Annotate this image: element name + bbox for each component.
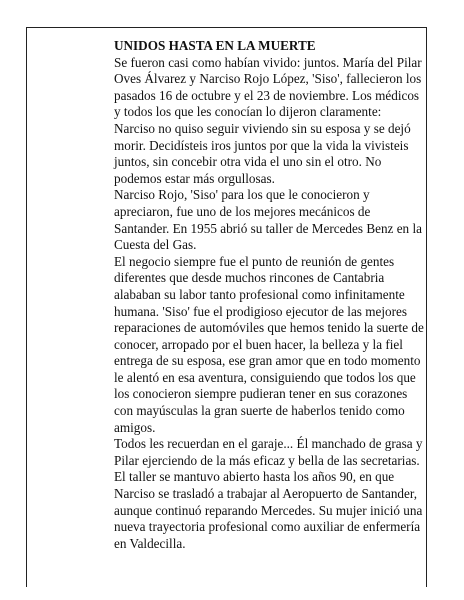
article-body [114,38,424,552]
article-title: UNIDOS HASTA EN LA MUERTE [114,38,316,53]
article-paragraph: El negocio siempre fue el punto de reunión de gentes diferentes que desde muchos rincones de Cantabria alababan su labor tanto profesional como infinitamente humana. 'Siso' fue el prodigioso ejecutor de las mejores reparaciones de automóviles que hemos tenido la suerte de conocer, arropado por el buen hacer, la belleza y la fiel entrega de su esposa, ese gran amor que en todo momento le alentó en esa aventura, consiguiendo que todos los que los conocieron siempre pudieran tener en sus corazones con mayúsculas la gran suerte de haberlos tenido como amigos. [114,253,424,435]
article-paragraph: Narciso Rojo, 'Siso' para los que le conocieron y apreciaron, fue uno de los mejores mecánicos de Santander. En 1955 abrió su taller de Mercedes Benz en la Cuesta del Gas. [114,187,422,253]
article-paragraph: Todos les recuerdan en el garaje... Él manchado de grasa y Pilar ejerciendo de la más eficaz y bella de las secretarias. El taller se mantuvo abierto hasta los años 90, en que Narciso se trasladó a trabajar al Aeropuerto de Santander, aunque continuó reparando Mercedes. Su mujer inició una nueva trayectoria profesional como auxiliar de enfermería en Valdecilla. [114,436,423,551]
article-paragraph: Se fueron casi como habían vivido: juntos. María del Pilar Oves Álvarez y Narciso Rojo López, 'Siso', fallecieron los pasados 16 de octubre y el 23 de noviembre. Los médicos y todos los que les conocían lo dijeron claramente: Narciso no quiso seguir viviendo sin su esposa y se dejó morir. Decidísteis iros juntos por que la vida la vivisteis juntos, sin concebir otra vida el uno sin el otro. No podemos estar más orgullosas. [114,54,422,186]
